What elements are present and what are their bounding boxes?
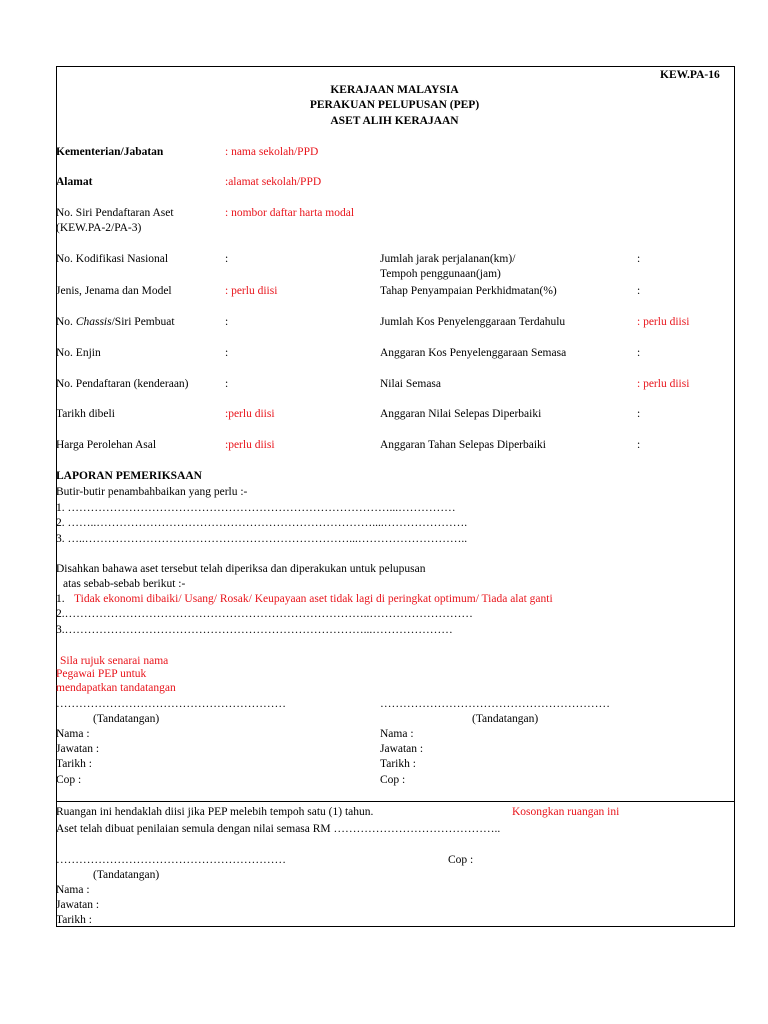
nilai-selepas-label: Anggaran Nilai Selepas Diperbaiki — [380, 408, 542, 420]
signature-caption-right: (Tandatangan) — [472, 713, 539, 725]
pendaftaran-label: No. Pendaftaran (kenderaan) — [56, 378, 189, 390]
chassis-label: No. Chassis/Siri Pembuat — [56, 316, 175, 328]
harga-value: :perlu diisi — [225, 439, 275, 451]
signature-line-left: …………………………………………………… — [56, 698, 286, 710]
signature-line-right: …………………………………………………… — [380, 698, 610, 710]
note-line-2: Pegawai PEP untuk — [56, 668, 147, 680]
laporan-line-1: 1. …………………………………………………………………………...…………… — [56, 502, 456, 514]
sebab-3: 3.……………………………………………………………………...………………… — [56, 624, 453, 636]
nama-right: Nama : — [380, 728, 414, 740]
revaluation-note: Ruangan ini hendaklah diisi jika PEP melebih tempoh satu (1) tahun. — [56, 806, 374, 818]
bottom-tarikh: Tarikh : — [56, 914, 92, 926]
bottom-jawatan: Jawatan : — [56, 899, 100, 911]
enjin-label: No. Enjin — [56, 347, 101, 359]
alamat-label: Alamat — [56, 176, 93, 188]
signature-caption-left: (Tandatangan) — [93, 713, 160, 725]
jawatan-left: Jawatan : — [56, 743, 100, 755]
tahan-selepas-value: : — [637, 439, 641, 451]
laporan-line-2: 2. ……..………………………………………………………………....…………………. — [56, 517, 468, 529]
jarak-label: Jumlah jarak perjalanan(km)/ — [380, 253, 516, 265]
pendaftaran-value: : — [225, 378, 229, 390]
cop-left: Cop : — [56, 774, 82, 786]
nilai-semasa-label: Nilai Semasa — [380, 378, 441, 390]
tahap-value: : — [637, 285, 641, 297]
revaluation-value-line: Aset telah dibuat penilaian semula dengan nilai semasa RM …………………………………….. — [56, 823, 501, 835]
siri-label-1: No. Siri Pendaftaran Aset — [56, 207, 174, 219]
kementerian-value: : nama sekolah/PPD — [225, 146, 319, 158]
tempoh-label: Tempoh penggunaan(jam) — [380, 268, 501, 280]
sebab-1-text: Tidak ekonomi dibaiki/ Usang/ Rosak/ Keupayaan aset tidak lagi di peringkat optimum/ Tiada alat ganti — [74, 593, 553, 605]
chassis-value: : — [225, 316, 229, 328]
form-code: KEW.PA-16 — [660, 69, 720, 81]
jenis-value: : perlu diisi — [225, 285, 278, 297]
tarikh-dibeli-value: :perlu diisi — [225, 408, 275, 420]
jawatan-right: Jawatan : — [380, 743, 424, 755]
kos-semasa-label: Anggaran Kos Penyelenggaraan Semasa — [380, 347, 567, 359]
kodifikasi-label: No. Kodifikasi Nasional — [56, 253, 169, 265]
laporan-intro: Butir-butir penambahbaikan yang perlu :- — [56, 486, 248, 498]
header-line-2: PERAKUAN PELUPUSAN (PEP) — [309, 99, 480, 111]
note-line-1: Sila rujuk senarai nama — [60, 655, 169, 667]
sahkan-line-1: Disahkan bahawa aset tersebut telah diperiksa dan diperakukan untuk pelupusan — [56, 563, 426, 575]
sebab-2: 2.……………………………………………………………………..……………………… — [56, 608, 473, 620]
kos-semasa-value: : — [637, 347, 641, 359]
bottom-signature-caption: (Tandatangan) — [93, 869, 160, 881]
note-line-3: mendapatkan tandatangan — [56, 682, 176, 694]
siri-value: : nombor daftar harta modal — [225, 207, 355, 219]
harga-label: Harga Perolehan Asal — [56, 439, 157, 451]
bottom-cop: Cop : — [448, 854, 474, 866]
tahan-selepas-label: Anggaran Tahan Selepas Diperbaiki — [380, 439, 546, 451]
header-line-1: KERAJAAN MALAYSIA — [330, 84, 459, 96]
nama-left: Nama : — [56, 728, 90, 740]
tahap-label: Tahap Penyampaian Perkhidmatan(%) — [380, 285, 557, 297]
laporan-title: LAPORAN PEMERIKSAAN — [56, 470, 202, 482]
tarikh-right: Tarikh : — [380, 758, 416, 770]
enjin-value: : — [225, 347, 229, 359]
tarikh-dibeli-label: Tarikh dibeli — [56, 408, 115, 420]
alamat-value: :alamat sekolah/PPD — [225, 176, 322, 188]
nilai-selepas-value: : — [637, 408, 641, 420]
nilai-semasa-value: : perlu diisi — [637, 378, 690, 390]
jenis-label: Jenis, Jenama dan Model — [56, 285, 172, 297]
laporan-line-3: 3. …..……………………………………………………………...……………………….. — [56, 533, 468, 545]
kosongkan-note: Kosongkan ruangan ini — [512, 806, 620, 818]
siri-label-2: (KEW.PA-2/PA-3) — [56, 222, 142, 234]
sahkan-line-2: atas sebab-sebab berikut :- — [63, 578, 186, 590]
tarikh-left: Tarikh : — [56, 758, 92, 770]
kodifikasi-value: : — [225, 253, 229, 265]
kementerian-label: Kementerian/Jabatan — [56, 146, 164, 158]
sebab-1-number: 1. — [56, 593, 65, 605]
kos-terdahulu-value: : perlu diisi — [637, 316, 690, 328]
bottom-nama: Nama : — [56, 884, 90, 896]
cop-right: Cop : — [380, 774, 406, 786]
kos-terdahulu-label: Jumlah Kos Penyelenggaraan Terdahulu — [380, 316, 566, 328]
bottom-signature-line: …………………………………………………… — [56, 854, 286, 866]
header-line-3: ASET ALIH KERAJAAN — [330, 115, 459, 127]
jarak-value: : — [637, 253, 641, 265]
